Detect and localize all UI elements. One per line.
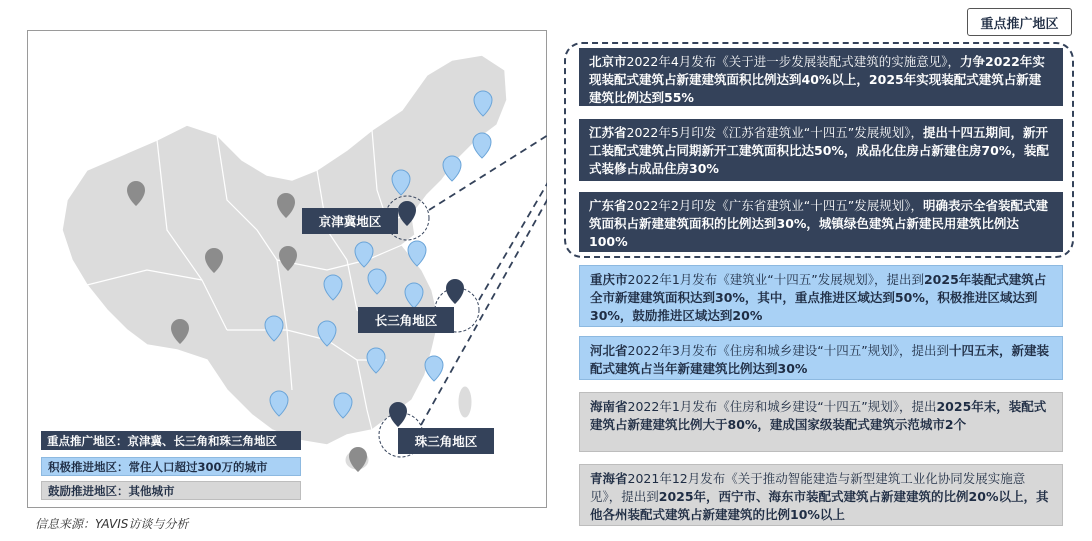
taiwan-island <box>458 386 472 418</box>
map-pin-icon <box>443 156 461 181</box>
policy-province: 北京市 <box>589 54 627 69</box>
policy-box-hebei <box>579 336 1063 380</box>
policy-box-guangdong <box>579 192 1063 252</box>
policy-province: 海南省 <box>590 399 628 414</box>
source-note: 信息来源：YAVIS访谈与分析 <box>35 517 189 531</box>
policy-box-jiangsu <box>579 119 1063 181</box>
policy-document: 2022年3月发布《住房和城乡建设“十四五”规划》，提出到 <box>627 343 949 358</box>
map-label-pearl: 珠三角地区 <box>398 428 494 454</box>
policy-document: 2022年5月印发《江苏省建筑业“十四五”发展规划》， <box>626 125 923 140</box>
map-label-jingjinji: 京津冀地区 <box>302 208 398 234</box>
policy-target: 提出十四五期间，新开工装配式建筑占同期新开工建筑面积比达50%，成品化住房占新建住房70%，装配式装修占成品住房30% <box>589 125 1049 176</box>
policy-document: 2022年4月发布《关于进一步发展装配式建筑的实施意见》， <box>626 54 961 69</box>
policy-box-hainan <box>579 392 1063 452</box>
policy-province: 河北省 <box>590 343 628 358</box>
policy-province: 重庆市 <box>590 272 628 287</box>
map-pin-icon <box>473 133 491 158</box>
map-label-yangtze: 长三角地区 <box>358 307 454 333</box>
policy-target: 2025年末，装配式建筑占新建建筑比例大于80%，建成国家级装配式建筑示范城市2个 <box>590 399 1047 432</box>
policy-target: 明确表示全省装配式建筑面积占新建建筑面积的比例达到30%，城镇绿色建筑占新建民用建筑比例达100% <box>589 198 1048 249</box>
policy-document: 2022年1月发布《建筑业“十四五”发展规划》，提出到 <box>627 272 924 287</box>
legend-active-regions: 积极推进地区：常住人口超过300万的城市 <box>41 457 301 476</box>
map-pin-icon <box>446 279 464 304</box>
policy-target: 十四五末，新建装配式建筑占当年新建建筑比例达到30% <box>590 343 1049 376</box>
key-region-tag: 重点推广地区 <box>967 8 1072 36</box>
map-pin-icon <box>389 402 407 427</box>
policy-target: 力争2022年实现装配式建筑占新建建筑面积比例达到40%以上，2025年实现装配式建筑占新建建筑比例达到55% <box>589 54 1045 105</box>
policy-target: 2025年，西宁市、海东市装配式建筑占新建建筑的比例20%以上，其他各州装配式建筑占新建建筑的比例10%以上 <box>590 489 1049 522</box>
policy-document: 2022年1月发布《住房和城乡建设“十四五”规划》，提出 <box>627 399 937 414</box>
policy-province: 广东省 <box>589 198 627 213</box>
policy-province: 江苏省 <box>589 125 627 140</box>
policy-province: 青海省 <box>590 471 628 486</box>
legend-key-regions: 重点推广地区：京津冀、长三角和珠三角地区 <box>41 431 301 450</box>
policy-document: 2021年12月发布《关于推动智能建造与新型建筑工业化协同发展实施意见》，提出到 <box>590 471 1026 504</box>
policy-target: 2025年装配式建筑占全市新建建筑面积达到30%，其中，重点推进区域达到50%，积极推进区域达到30%，鼓励推进区域达到20% <box>590 272 1047 323</box>
legend-encourage-regions: 鼓励推进地区：其他城市 <box>41 481 301 500</box>
policy-box-beijing <box>579 48 1063 106</box>
policy-box-qinghai <box>579 464 1063 526</box>
map-pin-icon <box>425 356 443 381</box>
policy-box-chongqing <box>579 265 1063 327</box>
policy-document: 2022年2月印发《广东省建筑业“十四五”发展规划》， <box>626 198 923 213</box>
